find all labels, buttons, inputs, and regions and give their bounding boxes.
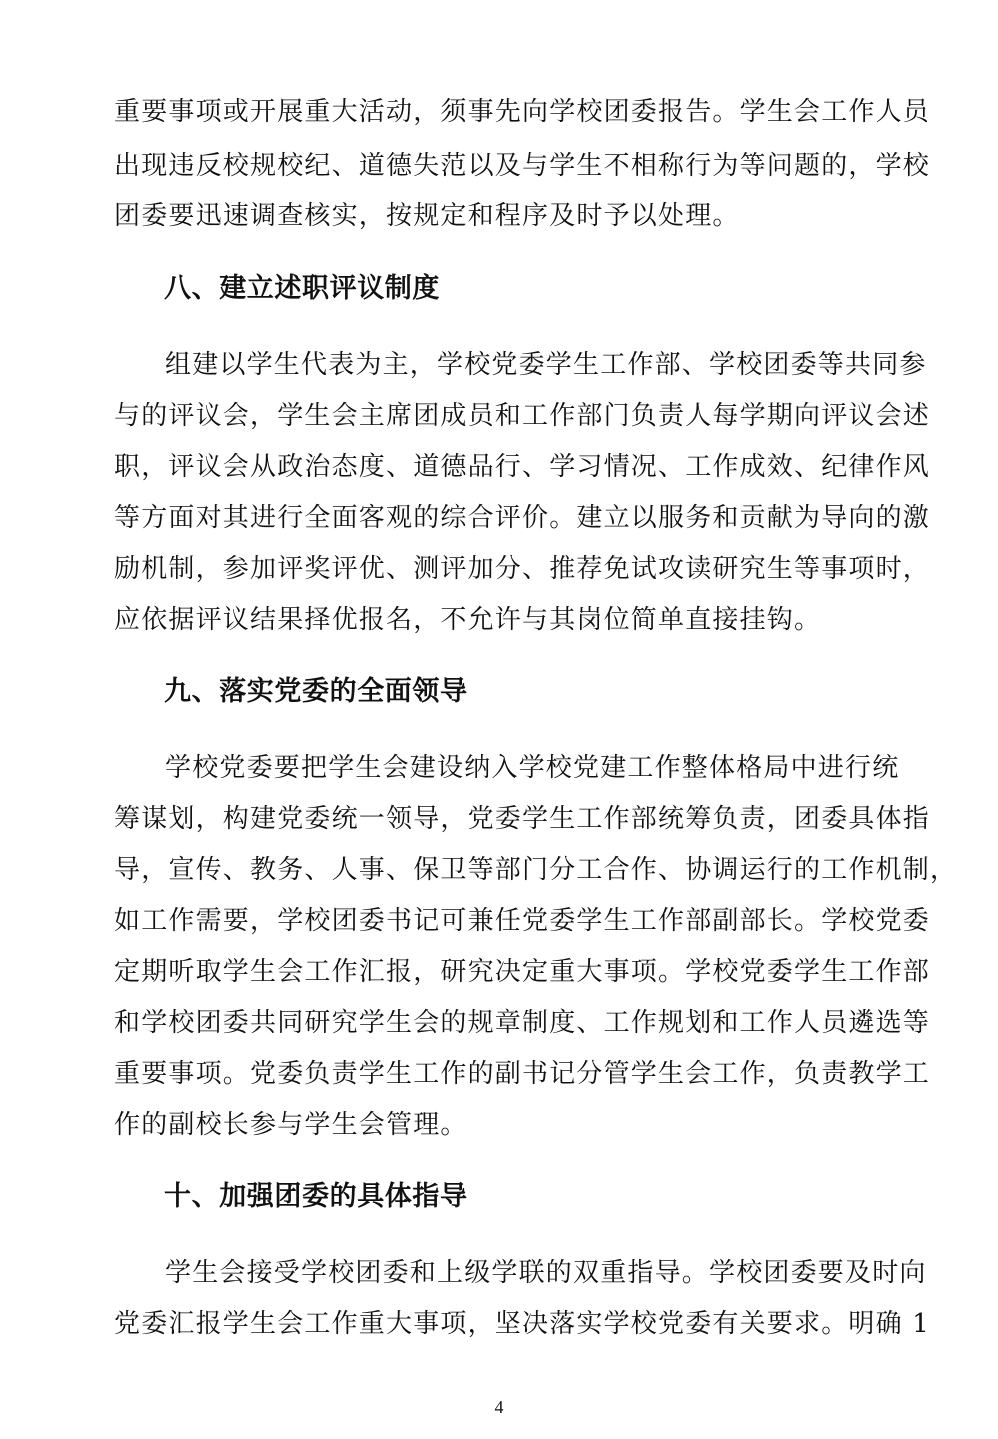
section-heading-10: 十、加强团委的具体指导 <box>164 1181 468 1212</box>
paragraph-line: 团委要迅速调查核实，按规定和程序及时予以处理。 <box>114 201 740 231</box>
paragraph-line: 学生会接受学校团委和上级学联的双重指导。学校团委要及时向 <box>165 1258 927 1288</box>
paragraph-line: 如工作需要，学校团委书记可兼任党委学生工作部副部长。学校党委 <box>114 906 931 936</box>
paragraph-line: 和学校团委共同研究学生会的规章制度、工作规划和工作人员遴选等 <box>114 1008 931 1038</box>
paragraph-line: 应依据评议结果择优报名，不允许与其岗位简单直接挂钩。 <box>114 605 822 635</box>
paragraph-line: 励机制，参加评奖评优、测评加分、推荐免试攻读研究生等事项时， <box>114 554 931 584</box>
paragraph-line: 作的副校长参与学生会管理。 <box>114 1110 468 1140</box>
paragraph-line: 等方面对其进行全面客观的综合评价。建立以服务和贡献为导向的激 <box>114 503 931 533</box>
paragraph-line: 筹谋划，构建党委统一领导，党委学生工作部统筹负责，团委具体指 <box>114 804 931 834</box>
paragraph-line: 职，评议会从政治态度、道德品行、学习情况、工作成效、纪律作风 <box>114 452 931 482</box>
paragraph-line: 定期听取学生会工作汇报，研究决定重大事项。学校党委学生工作部 <box>114 957 931 987</box>
paragraph-line: 组建以学生代表为主，学校党委学生工作部、学校团委等共同参 <box>165 350 927 380</box>
section-heading-8: 八、建立述职评议制度 <box>164 273 440 304</box>
section-heading-9: 九、落实党委的全面领导 <box>164 676 468 707</box>
paragraph-line: 重要事项或开展重大活动，须事先向学校团委报告。学生会工作人员 <box>114 97 931 127</box>
paragraph-line: 与的评议会，学生会主席团成员和工作部门负责人每学期向评议会述 <box>114 401 931 431</box>
paragraph-line: 重要事项。党委负责学生工作的副书记分管学生会工作，负责教学工 <box>114 1059 931 1089</box>
page-number: 4 <box>494 1397 504 1417</box>
paragraph-line: 导，宣传、教务、人事、保卫等部门分工合作、协调运行的工作机制， <box>114 855 958 885</box>
paragraph-line: 出现违反校规校纪、道德失范以及与学生不相称行为等问题的，学校 <box>114 151 931 181</box>
paragraph-line: 党委汇报学生会工作重大事项，坚决落实学校党委有关要求。明确 1 <box>114 1309 931 1339</box>
paragraph-line: 学校党委要把学生会建设纳入学校党建工作整体格局中进行统 <box>165 753 900 783</box>
